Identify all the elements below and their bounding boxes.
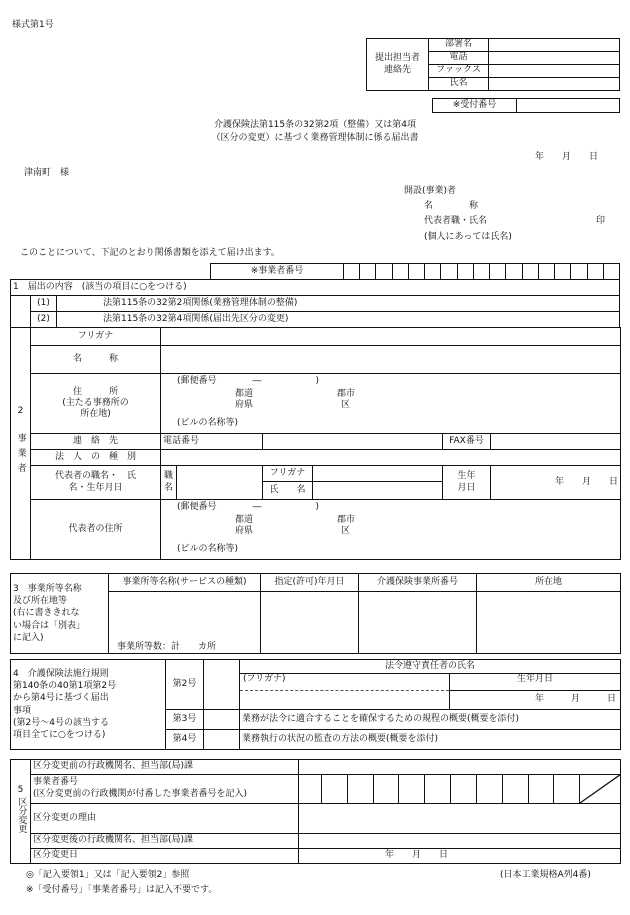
contact-box <box>366 38 620 91</box>
seal-mark: 印 <box>596 216 606 226</box>
applicant-individual-note: (個人にあっては氏名) <box>424 232 512 242</box>
rep-address-field[interactable] <box>161 500 621 560</box>
contact-heading: 提出担当者 連絡先 <box>367 39 429 91</box>
digit-cell[interactable] <box>344 264 360 280</box>
dept-field[interactable] <box>489 39 620 52</box>
tel-field[interactable] <box>263 434 443 450</box>
digit-cell[interactable] <box>538 264 554 280</box>
section-5-side <box>11 760 31 864</box>
representative-label: 代表者の職名・ 氏 名・生年月日 <box>31 466 161 500</box>
insurance-number-header: 介護保険事業所番号 <box>359 574 477 592</box>
corp-type-field[interactable] <box>161 450 621 466</box>
address-field[interactable] <box>161 374 621 434</box>
digit-cell[interactable] <box>587 264 603 280</box>
building-label: (ビルの名称等) <box>177 418 239 428</box>
furigana-field[interactable] <box>161 328 621 346</box>
rep-furigana-field[interactable] <box>313 466 443 482</box>
change-reason-label: 区分変更の理由 <box>31 804 299 834</box>
footnote-1: ◎「記入要領1」又は「記入要領2」参照 <box>26 870 190 880</box>
birthdate-field[interactable]: 年 月 日 <box>491 466 621 500</box>
location-field[interactable] <box>477 592 621 654</box>
insurance-number-field[interactable] <box>359 592 477 654</box>
phone-field[interactable] <box>489 52 620 65</box>
job-title-field[interactable] <box>177 466 263 500</box>
rep-address-label: 代表者の住所 <box>31 500 161 560</box>
digit-cell[interactable] <box>506 264 522 280</box>
receipt-label: ※受付番号 <box>433 99 517 113</box>
change-date-field[interactable]: 年 月 日 <box>299 849 621 864</box>
address-label: 住 所 (主たる事務所の 所在地) <box>31 374 161 434</box>
applicant-name-label: 名 称 <box>424 201 479 211</box>
section-4 <box>10 659 621 750</box>
applicant-rep-label: 代表者職・氏名 <box>424 216 488 226</box>
option-1-number[interactable]: (1) <box>31 296 57 312</box>
rep-prefecture-label-top: 都道 <box>235 515 254 525</box>
receipt-box <box>432 98 620 113</box>
section-2-vertical-label: 事業者 <box>15 432 26 478</box>
title-line-1: 介護保険法第115条の32第2項（整備）又は第4項 <box>213 120 417 130</box>
digit-cell[interactable] <box>571 264 587 280</box>
name-field[interactable] <box>161 346 621 374</box>
section-2-side <box>11 328 31 560</box>
contact-label: 連 絡 先 <box>31 434 161 450</box>
item-2-number[interactable]: 第2号 <box>166 660 204 710</box>
prev-agency-field[interactable] <box>299 760 621 775</box>
rep-name-field[interactable] <box>313 482 443 500</box>
item-3-mark[interactable] <box>204 710 240 730</box>
section-2 <box>10 327 621 560</box>
prev-agency-label: 区分変更前の行政機関名、担当部(局)課 <box>31 760 299 775</box>
item-3-text: 業務が法令に適合することを確保するための規程の概要(概要を添付) <box>240 710 621 730</box>
facility-name-field[interactable] <box>109 592 261 654</box>
applicant-title: 開設(事業)者 <box>404 186 457 196</box>
change-reason-field[interactable] <box>299 804 621 834</box>
job-title-label: 職 名 <box>161 466 177 500</box>
change-date-label: 区分変更日 <box>31 849 299 864</box>
paper-size-note: (日本工業規格A列4番) <box>500 870 591 880</box>
dept-label: 部署名 <box>429 39 489 52</box>
digit-cell[interactable] <box>392 264 408 280</box>
section-5-number: 5 <box>17 785 24 796</box>
fax-label: FAX番号 <box>443 434 491 450</box>
digit-cell[interactable] <box>376 264 392 280</box>
section-1 <box>10 279 620 328</box>
corp-type-label: 法 人 の 種 別 <box>31 450 161 466</box>
officer-birthdate-field[interactable] <box>450 674 621 710</box>
item-4-number[interactable]: 第4号 <box>166 730 204 750</box>
rep-prefecture-label-bottom: 府県 <box>235 526 254 536</box>
section-4-label: 4 介護保険法施行規則 第140条の40第1項第2号 から第4号に基づく届出 事項 (第2号～4号の該当する 項目全てに○をつける) <box>11 660 166 750</box>
digit-cell[interactable] <box>425 264 441 280</box>
location-header: 所在地 <box>477 574 621 592</box>
compliance-officer-label: 法令遵守責任者の氏名 <box>240 660 621 674</box>
designation-date-field[interactable] <box>261 592 359 654</box>
rep-postal-code-label: (郵便番号 ― ) <box>177 502 320 512</box>
city-label-bottom: 区 <box>341 400 351 410</box>
item-4-mark[interactable] <box>204 730 240 750</box>
fax-field[interactable] <box>491 434 621 450</box>
name-field[interactable] <box>489 78 620 91</box>
birthdate-label: 生年 月日 <box>443 466 491 500</box>
name-label: 名 称 <box>31 346 161 374</box>
postal-code-label: (郵便番号 ― ) <box>177 376 320 386</box>
option-2-number[interactable]: (2) <box>31 312 57 328</box>
new-agency-field[interactable] <box>299 834 621 849</box>
business-number-box <box>210 263 620 280</box>
officer-name-field[interactable] <box>240 674 450 710</box>
digit-cell[interactable] <box>603 264 619 280</box>
rep-furigana-label: フリガナ <box>263 466 313 482</box>
digit-cell[interactable] <box>457 264 473 280</box>
digit-cell[interactable] <box>360 264 376 280</box>
prev-number-field[interactable] <box>299 775 621 804</box>
business-number-label: ※事業者番号 <box>211 264 344 280</box>
new-agency-label: 区分変更後の行政機関名、担当部(局)課 <box>31 834 299 849</box>
section-5 <box>10 759 621 864</box>
prev-number-title: 事業者番号 <box>33 777 79 788</box>
digit-cell[interactable] <box>441 264 457 280</box>
title-line-2: （区分の変更）に基づく業務管理体制に係る届出書 <box>211 133 419 143</box>
digit-cell[interactable] <box>473 264 489 280</box>
prev-number-note: (区分変更前の行政機関が付番した事業者番号を記入) <box>33 789 248 799</box>
prefecture-label-bottom: 府県 <box>235 400 254 410</box>
rep-name-label: 氏 名 <box>263 482 313 500</box>
facility-name-header: 事業所等名称(サービスの種類) <box>109 574 261 592</box>
date-line: 年 月 日 <box>535 152 599 162</box>
officer-birthdate-label: 生年月日 <box>450 674 620 691</box>
digit-cell[interactable] <box>555 264 571 280</box>
fax-label: ファックス <box>429 65 489 78</box>
section-1-title: 1 届出の内容 (該当の項目に○をつける) <box>11 280 620 296</box>
section-3-label: 3 事業所等名称 及び所在地等 (右に書ききれな い場合は「別表」 に記入) <box>11 574 109 654</box>
addressee: 津南町 様 <box>24 168 70 178</box>
digit-cell[interactable] <box>490 264 506 280</box>
digit-cell[interactable] <box>408 264 424 280</box>
rep-city-label-bottom: 区 <box>341 526 351 536</box>
receipt-field[interactable] <box>517 99 620 113</box>
officer-birthdate-ymd: 年 月 日 <box>535 694 617 704</box>
section-2-number: 2 <box>17 405 24 416</box>
phone-label: 電話 <box>429 52 489 65</box>
designation-date-header: 指定(許可)年月日 <box>261 574 359 592</box>
rep-building-label: (ビルの名称等) <box>177 544 239 554</box>
intro-text: このことについて、下記のとおり関係書類を添えて届け出ます。 <box>20 248 280 258</box>
name-label: 氏名 <box>429 78 489 91</box>
rep-city-label-top: 郡市 <box>337 515 356 525</box>
officer-furigana-label: (フリガナ) <box>240 674 449 691</box>
digit-cell[interactable] <box>522 264 538 280</box>
section-5-vertical-label: 区分変更 <box>16 797 27 833</box>
facility-count: 事業所等数：計 カ所 <box>117 641 217 652</box>
fax-field[interactable] <box>489 65 620 78</box>
form-number: 様式第1号 <box>12 20 54 30</box>
city-label-top: 郡市 <box>337 389 356 399</box>
diagonal-strike <box>580 775 620 803</box>
item-3-number[interactable]: 第3号 <box>166 710 204 730</box>
option-2-text: 法第115条の32第4項関係(届出先区分の変更) <box>57 312 620 328</box>
tel-label: 電話番号 <box>161 434 263 450</box>
option-1-text: 法第115条の32第2項関係(業務管理体制の整備) <box>57 296 620 312</box>
furigana-label: フリガナ <box>31 328 161 346</box>
footnote-2: ※「受付番号」「事業者番号」は記入不要です。 <box>26 885 218 895</box>
prefecture-label-top: 都道 <box>235 389 254 399</box>
section-3 <box>10 573 621 654</box>
prev-number-label <box>31 775 299 804</box>
item-2-mark[interactable] <box>204 660 240 710</box>
item-4-text: 業務執行の状況の監査の方法の概要(概要を添付) <box>240 730 621 750</box>
